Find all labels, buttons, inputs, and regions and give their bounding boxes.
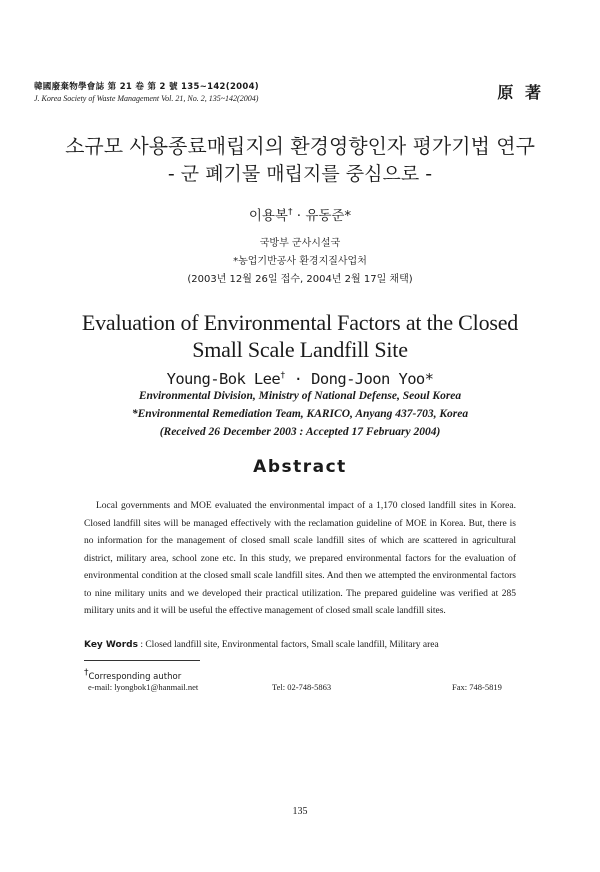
- english-author-separator: ·: [284, 370, 312, 388]
- korean-affiliation-2: *농업기반공사 환경지질사업처: [233, 256, 367, 267]
- abstract-body: Local governments and MOE evaluated the environmental impact of a 1,170 closed landfill sites in Korea. Closed landfill sites will be managed effectively with the reclamation guideline of MOE in Korea. But, there is no information for the management of closed small scale landfill sites of which are scattered in agricultural district, military area, school zone etc. In this study, we prepared environmental factors for the evaluation of environmental condition at the closed small scale landfill sites. And then we attempted the environmental factors to nine military units and we developed their practical utilization. The prepared guideline was verified at 285 military units and it will be useful the effective management of closed small scale landfill sites.: [84, 501, 516, 616]
- footnote-fax: Fax: 748-5819: [452, 682, 502, 692]
- keywords-text: Closed landfill site, Environmental factors, Small scale landfill, Military area: [145, 640, 439, 650]
- korean-author-1: 이용복: [248, 208, 288, 224]
- english-author-1: Young-Bok Lee: [166, 370, 281, 388]
- footnote-tel: Tel: 02-748-5863: [272, 682, 332, 692]
- keywords: [84, 640, 524, 650]
- korean-authors: [0, 204, 600, 224]
- corresponding-dagger-icon: †: [287, 207, 293, 218]
- english-title-line-2: Small Scale Landfill Site: [192, 337, 408, 362]
- korean-dates: (2003년 12월 26일 접수, 2004년 2월 17일 채택): [187, 274, 413, 285]
- abstract-heading: Abstract: [253, 457, 347, 477]
- journal-header-english: J. Korea Society of Waste Management Vol. 21, No. 2, 135~142(2004): [34, 94, 259, 103]
- english-authors: [0, 370, 600, 388]
- english-title-line-1: Evaluation of Environmental Factors at the Closed: [81, 310, 519, 335]
- english-affiliation-1: Environmental Division, Ministry of National Defense, Seoul Korea: [138, 390, 462, 402]
- keywords-separator: :: [137, 640, 146, 650]
- footnote-corresponding: [84, 668, 181, 682]
- footnote-corresponding-label: Corresponding author: [88, 671, 182, 682]
- korean-author-2: 유동준*: [305, 208, 352, 224]
- english-title: [0, 309, 600, 363]
- korean-title: 소규모 사용종료매립지의 환경영향인자 평가기법 연구: [65, 134, 535, 158]
- english-affiliation-2: *Environmental Remediation Team, KARICO, Anyang 437-703, Korea: [131, 408, 469, 420]
- footnote-email: e-mail: lyongbok1@hanmail.net: [88, 682, 199, 692]
- footnote-divider: [84, 660, 200, 661]
- author-separator: ·: [292, 208, 306, 224]
- english-dates: (Received 26 December 2003 : Accepted 17 February 2004): [159, 426, 441, 438]
- footnote-dagger-icon: †: [84, 668, 89, 678]
- journal-header-korean: 韓國廢棄物學會誌 第 21 卷 第 2 號 135~142(2004): [34, 82, 259, 92]
- article-type-badge: 原 著: [497, 83, 544, 102]
- english-author-2: Dong-Joon Yoo*: [311, 370, 434, 388]
- english-dagger-icon: †: [280, 370, 285, 381]
- korean-subtitle: - 군 폐기물 매립지를 중심으로 -: [167, 163, 433, 185]
- keywords-label: Key Words: [84, 640, 138, 650]
- page-number: 135: [292, 806, 308, 817]
- korean-affiliation-1: 국방부 군사시설국: [259, 238, 341, 249]
